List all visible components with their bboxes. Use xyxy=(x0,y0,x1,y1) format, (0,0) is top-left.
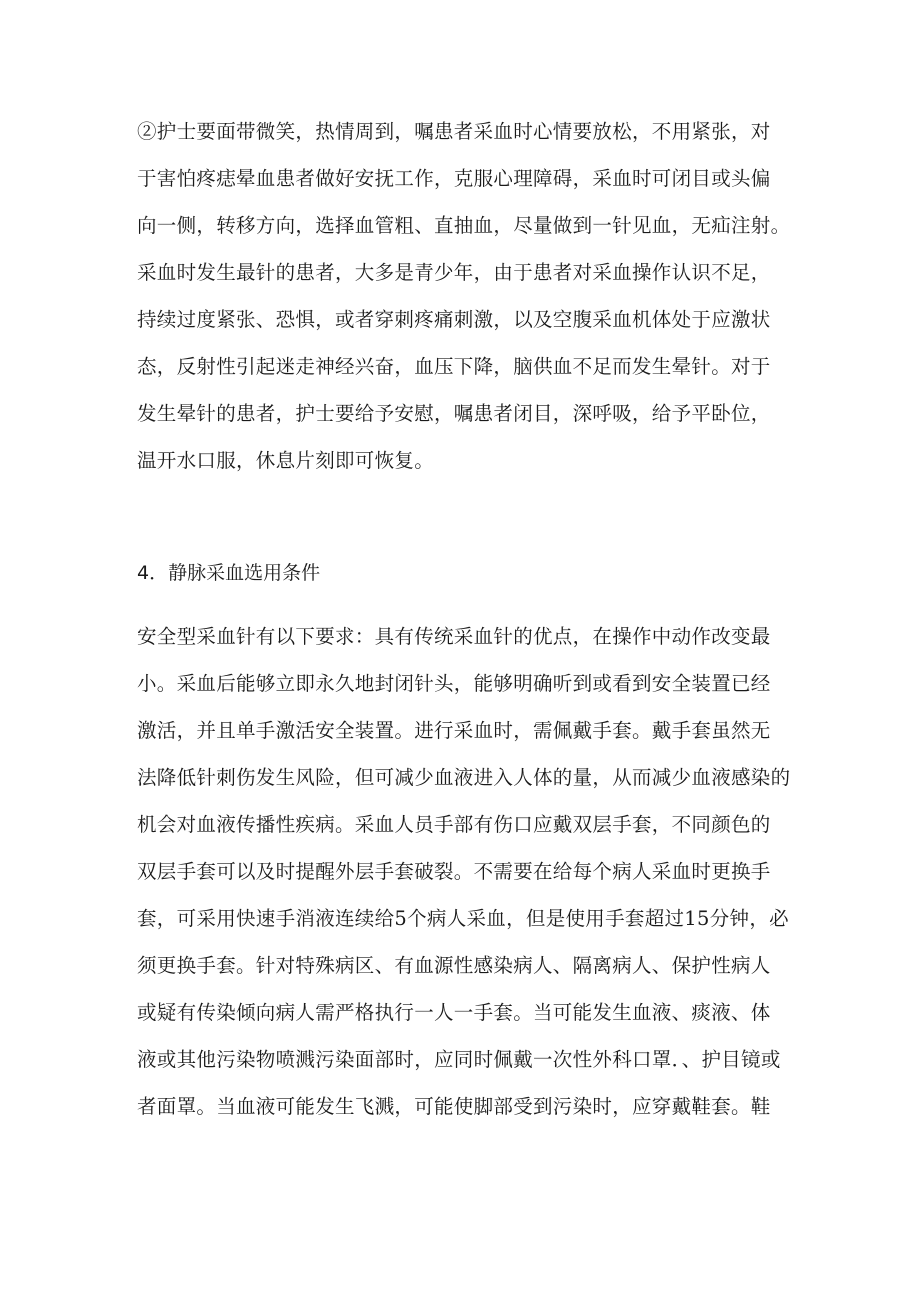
paragraph-line: 须更换手套。针对特殊病区、有血源性感染病人、隔离病人、保护性病人 xyxy=(137,954,771,977)
paragraph-line: 发生晕针的患者，护士要给予安慰，嘱患者闭目，深呼吸，给予平卧位， xyxy=(137,402,771,425)
paragraph-line: 小。采血后能够立即永久地封闭针头，能够明确听到或看到安全装置已经 xyxy=(137,672,771,695)
section-heading: 4．静脉采血选用条件 xyxy=(137,562,321,584)
paragraph-line: 者面罩。当血液可能发生飞溅，可能使脚部受到污染时，应穿戴鞋套。鞋 xyxy=(137,1095,771,1118)
paragraph-line: 态，反射性引起迷走神经兴奋，血压下降，脑供血不足而发生晕针。对于 xyxy=(137,355,771,378)
paragraph-1 xyxy=(137,108,797,484)
paragraph-line: ②护士要面带微笑，热情周到，嘱患者采血时心情要放松，不用紧张，对 xyxy=(137,120,771,143)
paragraph-line: 持续过度紧张、恐惧，或者穿刺疼痛刺激，以及空腹采血机体处于应激状 xyxy=(137,308,771,331)
paragraph-line: 液或其他污染物喷溅污染面部时，应同时佩戴一次性外科口罩．、护目镜或 xyxy=(137,1048,781,1071)
paragraph-line: 安全型采血针有以下要求：具有传统采血针的优点，在操作中动作改变最 xyxy=(137,625,771,648)
paragraph-line: 套，可采用快速手消液连续给5个病人采血，但是使用手套超过15分钟，必 xyxy=(137,907,789,930)
paragraph-line: 机会对血液传播性疾病。采血人员手部有伤口应戴双层手套，不同颜色的 xyxy=(137,813,771,836)
paragraph-2 xyxy=(137,613,797,1130)
paragraph-line: 采血时发生最针的患者，大多是青少年，由于患者对采血操作认识不足， xyxy=(137,261,771,284)
paragraph-line: 向一侧，转移方向，选择血管粗、直抽血，尽量做到一针见血，无疝注射。 xyxy=(137,214,791,237)
paragraph-line: 法降低针刺伤发生风险，但可减少血液进入人体的量，从而减少血液感染的 xyxy=(137,766,791,789)
paragraph-line: 温开水口服，休息片刻即可恢复。 xyxy=(137,449,435,472)
paragraph-line: 激活，并且单手激活安全装置。进行采血时，需佩戴手套。戴手套虽然无 xyxy=(137,719,771,742)
paragraph-line: 双层手套可以及时提醒外层手套破裂。不需要在给每个病人采血时更换手 xyxy=(137,860,771,883)
paragraph-line: 于害怕疼痣晕血患者做好安抚工作，克服心理障碍，采血时可闭目或头偏 xyxy=(137,167,771,190)
paragraph-line: 或疑有传染倾向病人需严格执行一人一手套。当可能发生血液、痰液、体 xyxy=(137,1001,771,1024)
